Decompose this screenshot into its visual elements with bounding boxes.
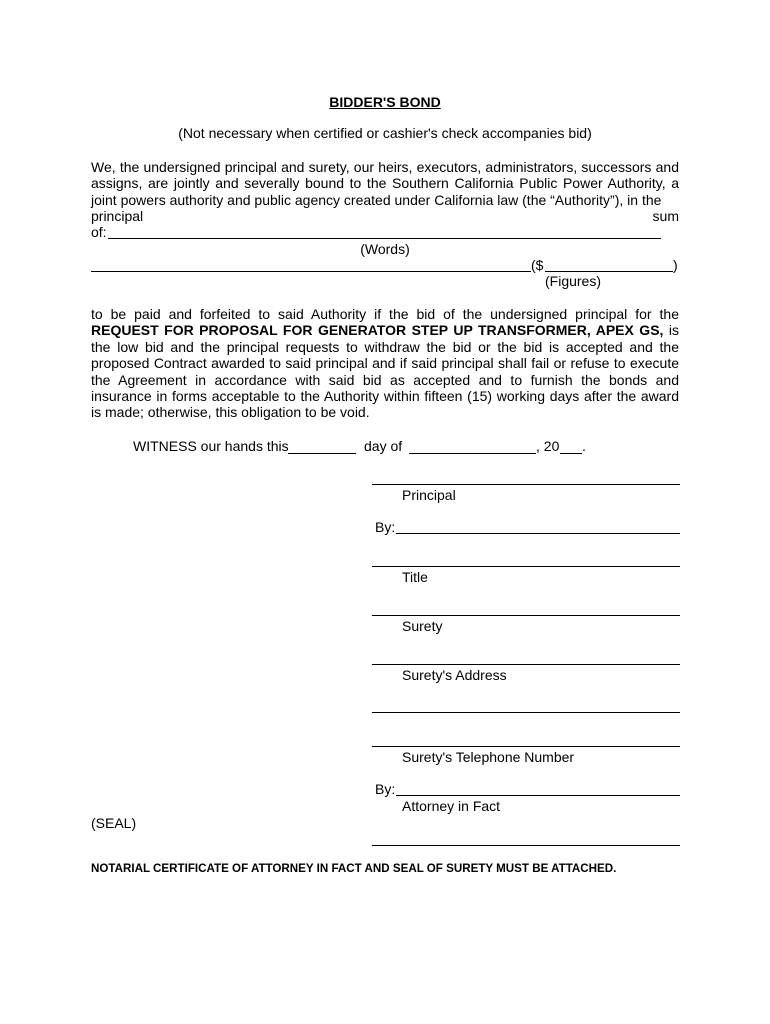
principal-word: principal [91, 208, 144, 224]
bond-paragraph-2-rest: is the low bid and the principal requests to withdraw the bid or the bid is accepted and the proposed Contract awarded to said principal and if said principal shall fail or refuse to execute the Agreement in accordance with said bid as accepted and to furnish the bonds and insurance in forms acceptable to the Authority within fifteen (15) working days after the award is made; otherwise, this obligation to be void. [91, 322, 679, 421]
witness-year-line[interactable] [560, 453, 582, 454]
witness-day-line[interactable] [288, 453, 356, 454]
by-label: By: [375, 519, 396, 535]
bond-paragraph-2 [91, 306, 679, 421]
surety-address-label: Surety's Address [402, 667, 507, 683]
surety-address-line-2[interactable] [372, 712, 680, 713]
notarial-notice: NOTARIAL CERTIFICATE OF ATTORNEY IN FACT AND SEAL OF SURETY MUST BE ATTACHED. [91, 862, 617, 875]
document-title: BIDDER'S BOND [329, 94, 441, 110]
principal-line[interactable] [372, 484, 680, 485]
title-label: Title [402, 569, 428, 585]
of-word: of: [91, 224, 107, 240]
title-line[interactable] [372, 566, 680, 567]
witness-day-of: day of [364, 438, 403, 454]
bond-paragraph-1 [91, 159, 679, 208]
document-subtitle: (Not necessary when certified or cashier's check accompanies bid) [178, 125, 592, 141]
sum-word: sum [652, 208, 679, 224]
witness-year-prefix: , 20 [536, 438, 560, 454]
amount-line[interactable] [91, 271, 531, 272]
surety-phone-label: Surety's Telephone Number [402, 749, 575, 765]
seal-line[interactable] [372, 845, 680, 846]
principal-label: Principal [402, 487, 456, 503]
surety-label: Surety [402, 618, 443, 634]
surety-phone-line[interactable] [372, 746, 680, 747]
dollar-open: ($ [531, 257, 544, 273]
attorney-signature-line[interactable] [396, 795, 680, 796]
attorney-label: Attorney in Fact [402, 798, 501, 814]
bond-paragraph-1-text: We, the undersigned principal and surety, our heirs, executors, administrators, successors and assigns, are jointly and severally bound to the Southern California Public Power Authority, a joint powers authority and public agency created under California law (the “Authority”), in the [91, 159, 679, 208]
witness-month-line[interactable] [409, 453, 536, 454]
seal-label: (SEAL) [91, 815, 137, 831]
witness-text: WITNESS our hands this [133, 438, 289, 454]
figures-line[interactable] [545, 271, 673, 272]
by-attorney-label: By: [375, 781, 396, 797]
surety-line[interactable] [372, 615, 680, 616]
sum-words-line[interactable] [108, 238, 661, 239]
figures-label: (Figures) [545, 273, 602, 289]
witness-period: . [582, 438, 586, 454]
project-name: REQUEST FOR PROPOSAL FOR GENERATOR STEP UP TRANSFORMER, APEX GS, [91, 322, 664, 339]
surety-address-line[interactable] [372, 664, 680, 665]
words-label: (Words) [360, 241, 410, 257]
by-signature-line[interactable] [396, 533, 680, 534]
bond-paragraph-2-lead: to be paid and forfeited to said Authority if the bid of the undersigned principal for the [91, 306, 679, 322]
dollar-close: ) [673, 257, 678, 273]
